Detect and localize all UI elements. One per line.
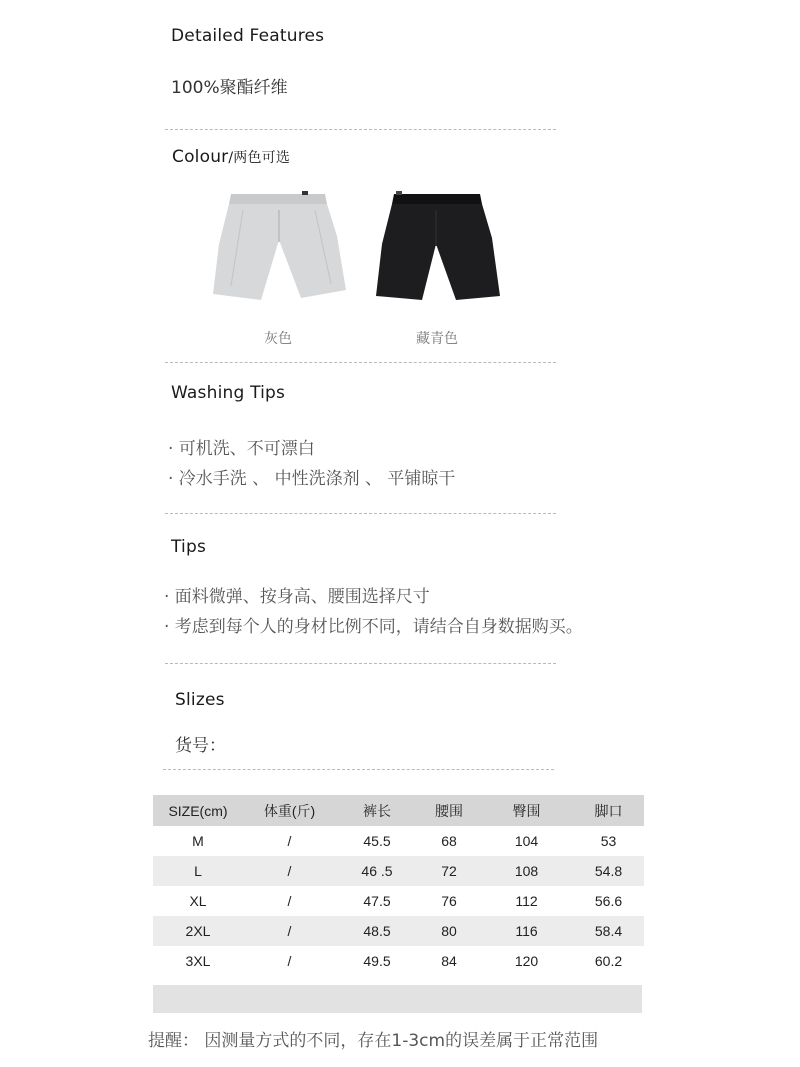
table-cell: /: [287, 833, 292, 849]
divider: [165, 513, 556, 514]
colour-heading-suffix: /两色可选: [228, 150, 291, 166]
colour-heading: [172, 147, 290, 167]
table-cell: 84: [441, 953, 457, 969]
table-cell: 45.5: [363, 833, 391, 849]
table-cell: 80: [418, 916, 480, 946]
table-cell: 47.5: [363, 893, 391, 909]
table-row: [153, 886, 644, 916]
table-cell: 48.5: [336, 916, 418, 946]
size-table-header-row: [153, 795, 644, 826]
table-cell: /: [287, 953, 292, 969]
table-cell: 116: [480, 916, 573, 946]
table-cell: 2XL: [153, 916, 243, 946]
table-cell: L: [153, 856, 243, 886]
table-cell: 53: [600, 833, 617, 849]
table-cell: 46 .5: [336, 856, 418, 886]
washing-tip: · 冷水手洗 、 中性洗涤剂 、 平铺晾干: [168, 469, 456, 489]
table-cell: /: [243, 916, 336, 946]
table-cell: 76: [441, 893, 457, 909]
table-cell: 58.4: [573, 916, 644, 946]
table-cell: /: [243, 856, 336, 886]
measurement-note-clip: [148, 1026, 653, 1052]
table-cell: /: [287, 893, 292, 909]
table-cell: 3XL: [185, 953, 211, 969]
column-header: 脚口: [573, 795, 644, 826]
washing-tip: · 可机洗、不可漂白: [168, 439, 315, 459]
table-cell: 56.6: [594, 893, 623, 909]
tip-item: · 面料微弹、按身高、腰围选择尺寸: [164, 587, 430, 607]
table-cell: 112: [515, 893, 538, 909]
table-row: [153, 856, 644, 886]
table-cell: XL: [189, 893, 207, 909]
table-cell: 104: [514, 833, 539, 849]
navy-colour-label: 藏青色: [416, 331, 458, 347]
table-row: [153, 916, 644, 946]
column-header: 体重(斤): [243, 795, 336, 826]
table-row: [153, 826, 644, 856]
column-header: 腰围: [418, 795, 480, 826]
material-text: 100%聚酯纤维: [171, 78, 288, 98]
divider: [163, 769, 554, 770]
divider: [165, 129, 556, 130]
divider: [165, 362, 556, 363]
column-header: 裤长: [336, 795, 418, 826]
tip-item: · 考虑到每个人的身材比例不同，请结合自身数据购买。: [164, 617, 583, 637]
divider: [165, 663, 556, 664]
features-heading: Detailed Features: [171, 26, 325, 46]
table-cell: M: [192, 833, 204, 849]
table-cell: 120: [514, 953, 539, 969]
column-header: 臀围: [480, 795, 573, 826]
colour-heading-main: Colour: [172, 147, 229, 167]
measurement-note: 提醒： 因测量方式的不同，存在1-3cm的误差属于正常范围: [148, 1031, 599, 1051]
washing-heading: Washing Tips: [171, 383, 286, 403]
grey-colour-label: 灰色: [264, 331, 292, 347]
table-cell: 108: [480, 856, 573, 886]
navy-shorts-image: [370, 188, 510, 308]
size-table: [153, 795, 644, 976]
column-header: SIZE(cm): [153, 795, 243, 826]
table-footer-band: [153, 985, 642, 1013]
table-cell: 49.5: [363, 953, 391, 969]
table-cell: 54.8: [573, 856, 644, 886]
grey-shorts-image: [205, 188, 355, 308]
item-number-label: 货号：: [175, 736, 226, 756]
tips-heading: Tips: [171, 537, 207, 557]
table-cell: 72: [418, 856, 480, 886]
sizes-heading: Slizes: [175, 690, 225, 710]
table-row: [153, 946, 644, 976]
table-cell: 60.2: [594, 953, 623, 969]
table-cell: 68: [441, 833, 457, 849]
